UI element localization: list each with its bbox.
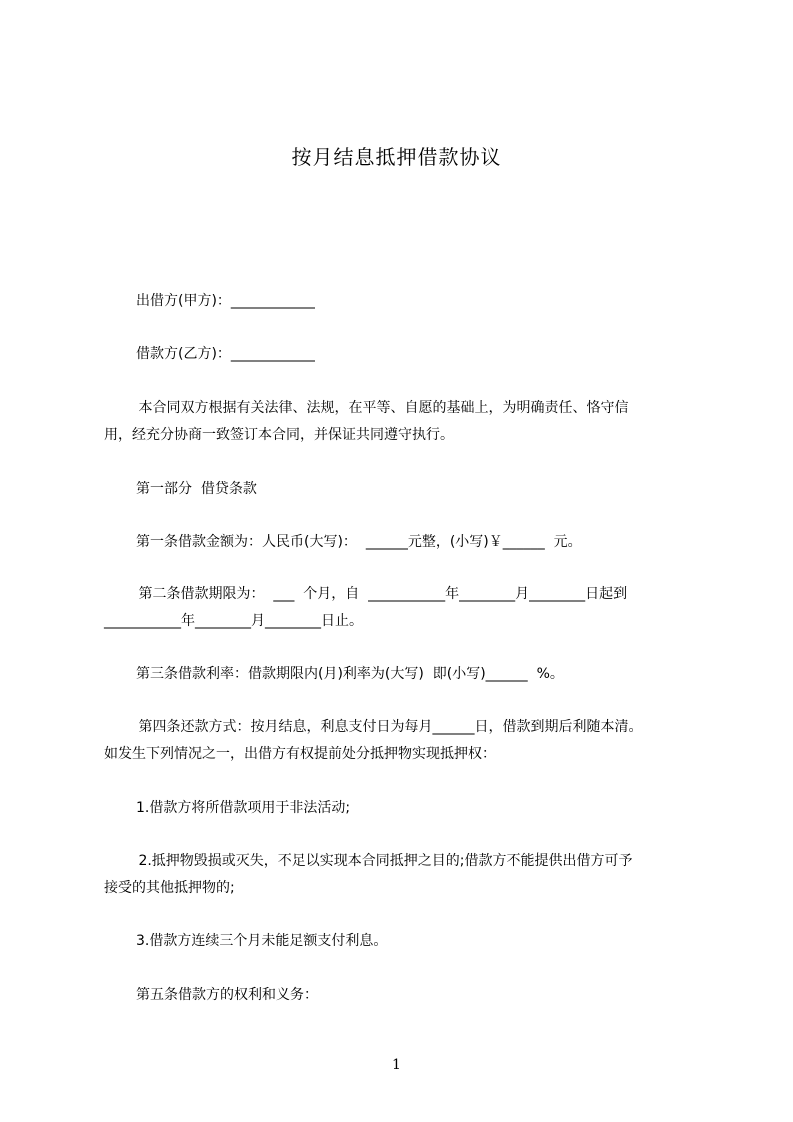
borrower-line: 借款方(乙方)：____________ [136,346,315,362]
page-number: 1 [392,1057,401,1073]
preamble-line-1: 本合同双方根据有关法律、法规，在平等、自愿的基础上，为明确责任、恪守信 [134,400,629,416]
article-4-repayment-line-2: 如发生下列情况之一，出借方有权提前处分抵押物实现抵押权： [104,746,496,762]
condition-1: 1.借款方将所借款项用于非法活动; [136,800,351,816]
document-title: 按月结息抵押借款协议 [291,145,502,169]
condition-2-line-1: 2.抵押物毁损或灭失，不足以实现本合同抵押之目的;借款方不能提供出借方可予 [134,853,633,869]
article-3-rate: 第三条借款利率：借款期限内(月)利率为(大写) 即(小写)______ %。 [136,666,564,682]
lender-line: 出借方(甲方)：____________ [136,293,315,309]
condition-2-line-2: 接受的其他抵押物的; [104,880,235,896]
part-one-heading: 第一部分 借贷条款 [136,481,257,497]
article-2-term-line-1: 第二条借款期限为： ___ 个月，自 ___________年________月________日起到 [134,586,628,602]
article-5-heading: 第五条借款方的权利和义务： [136,987,318,1003]
condition-3: 3.借款方连续三个月未能足额支付利息。 [136,933,388,949]
article-2-term-line-2: ___________年________月________日止。 [104,613,363,629]
preamble-line-2: 用，经充分协商一致签订本合同，并保证共同遵守执行。 [104,427,454,443]
article-1-amount: 第一条借款金额为：人民币(大写)： ______元整，(小写)￥______ 元。 [136,534,582,550]
article-4-repayment-line-1: 第四条还款方式：按月结息，利息支付日为每月______日，借款到期后利随本清。 [134,719,643,735]
